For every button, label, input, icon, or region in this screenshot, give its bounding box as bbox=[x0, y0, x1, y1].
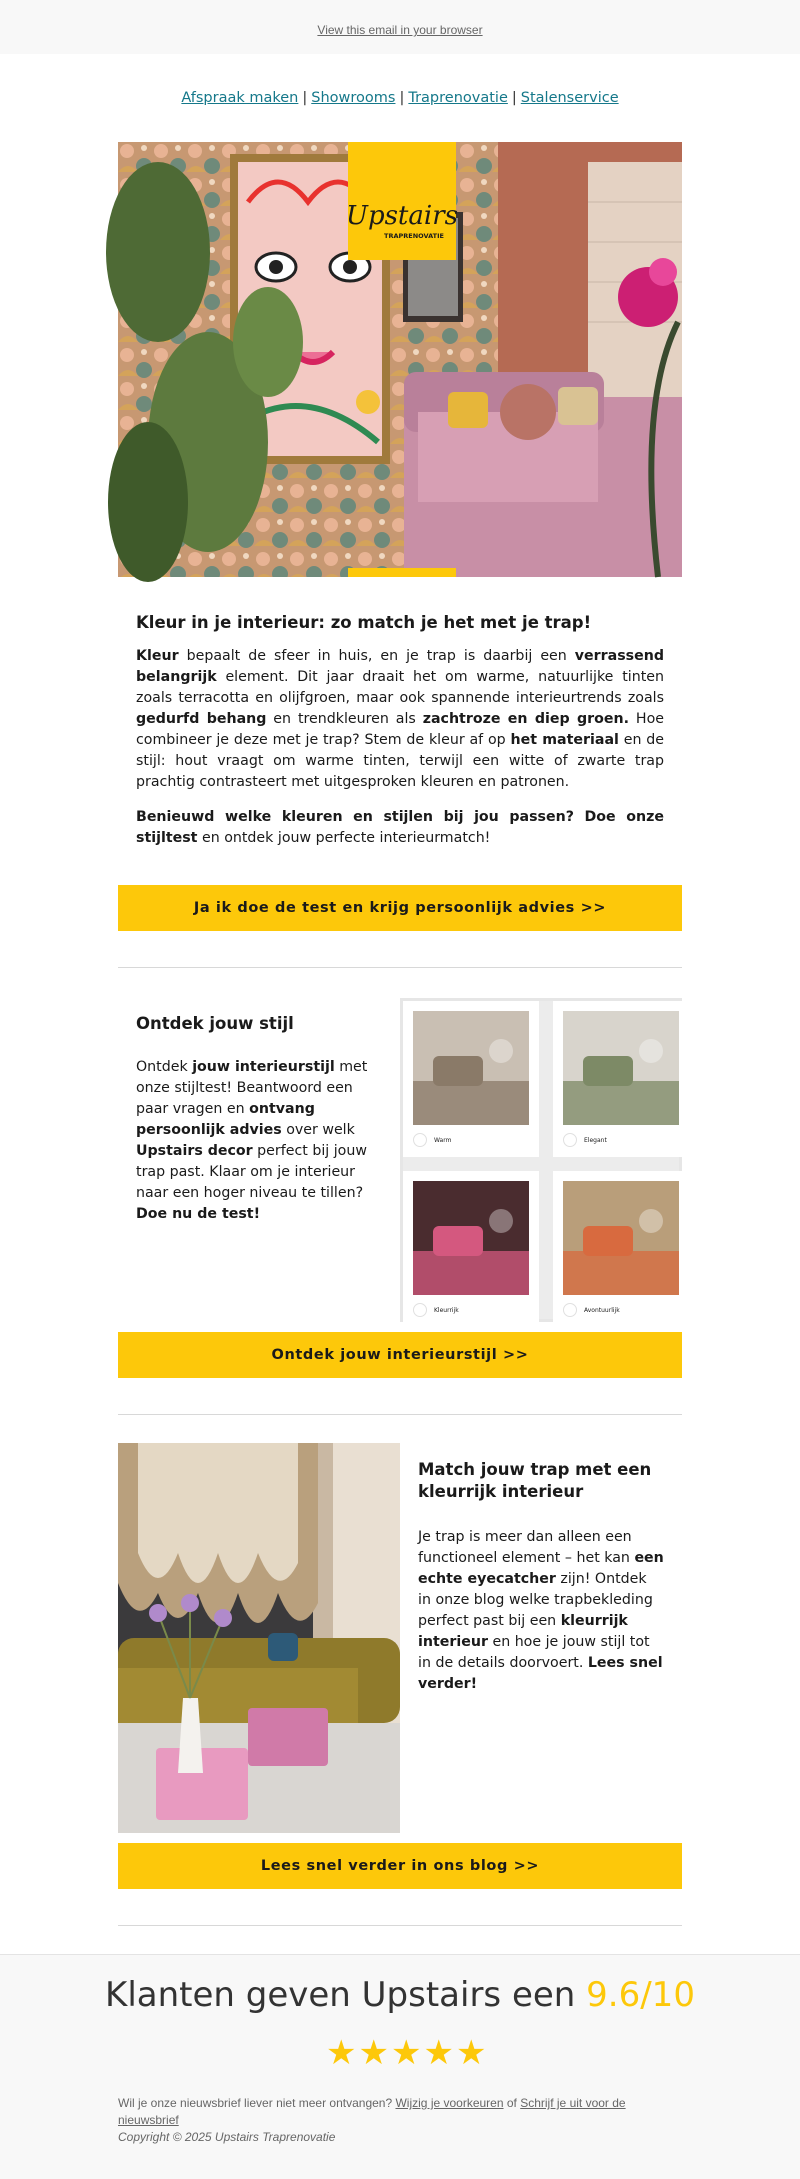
nav-link-afspraak[interactable]: Afspraak maken bbox=[181, 90, 299, 106]
nav-link-showrooms[interactable]: Showrooms bbox=[311, 90, 396, 106]
radio-icon[interactable] bbox=[413, 1133, 427, 1147]
half-star-icon: ★ bbox=[455, 2033, 489, 2073]
nav-separator: | bbox=[399, 90, 405, 106]
style-title: Ontdek jouw stijl bbox=[136, 1014, 294, 1033]
quiz-option-label: Avontuurlijk bbox=[584, 1306, 620, 1314]
main-nav bbox=[0, 90, 800, 106]
nav-link-traprenovatie[interactable]: Traprenovatie bbox=[408, 90, 508, 106]
view-in-browser-link[interactable]: View this email in your browser bbox=[317, 23, 483, 37]
quiz-option[interactable] bbox=[413, 1133, 529, 1147]
rating-stars bbox=[0, 2033, 800, 2073]
quiz-option-image bbox=[563, 1181, 679, 1295]
preferences-link[interactable]: Wijzig je voorkeuren bbox=[395, 2096, 504, 2110]
quiz-option-label: Kleurrijk bbox=[434, 1306, 459, 1314]
quiz-option[interactable] bbox=[563, 1303, 679, 1317]
blog-section bbox=[118, 1443, 682, 1833]
quiz-option-card[interactable] bbox=[403, 1001, 539, 1157]
quiz-option[interactable] bbox=[563, 1133, 679, 1147]
star-icon: ★ bbox=[326, 2033, 359, 2073]
hero-image[interactable] bbox=[118, 142, 682, 577]
discover-style-button[interactable]: Ontdek jouw interieurstijl >> bbox=[118, 1332, 682, 1378]
quiz-option-image bbox=[413, 1181, 529, 1295]
intro-paragraph-2: Benieuwd welke kleuren en stijlen bij jou passen? Doe onze stijltest en ontdek jouw perfecte interieurmatch! bbox=[136, 809, 664, 846]
top-bar bbox=[0, 0, 800, 54]
quiz-option-card[interactable] bbox=[403, 1171, 539, 1327]
blog-image[interactable] bbox=[118, 1443, 400, 1833]
nav-separator: | bbox=[511, 90, 517, 106]
logo-text: Upstairs bbox=[346, 201, 458, 231]
reviews-section bbox=[0, 1954, 800, 2179]
or-text: of bbox=[503, 2096, 521, 2110]
nav-link-stalenservice[interactable]: Stalenservice bbox=[520, 90, 619, 106]
quiz-option-label: Elegant bbox=[584, 1136, 607, 1144]
copyright: Copyright © 2025 Upstairs Traprenovatie bbox=[118, 2130, 336, 2144]
test-advice-button[interactable]: Ja ik doe de test en krijg persoonlijk advies >> bbox=[118, 885, 682, 931]
unsubscribe-link[interactable]: Schrijf je uit voor de nieuwsbrief bbox=[118, 2096, 626, 2127]
quiz-option-card[interactable] bbox=[553, 1171, 689, 1327]
radio-icon[interactable] bbox=[413, 1303, 427, 1317]
divider bbox=[118, 967, 682, 968]
reviews-heading: Klanten geven Upstairs een 9.6/10 bbox=[105, 1975, 695, 2015]
nav-separator: | bbox=[302, 90, 308, 106]
intro-section bbox=[118, 577, 682, 931]
star-icon: ★ bbox=[391, 2033, 424, 2073]
review-score: 9.6/10 bbox=[586, 1975, 695, 2015]
blog-illustration bbox=[118, 1443, 400, 1833]
star-icon: ★ bbox=[423, 2033, 456, 2073]
quiz-option-card[interactable] bbox=[553, 1001, 689, 1157]
intro-title: Kleur in je interieur: zo match je het met je trap! bbox=[136, 613, 592, 632]
star-icon: ★ bbox=[358, 2033, 391, 2073]
logo-sub: TRAPRENOVATIE bbox=[384, 232, 444, 240]
style-section bbox=[118, 998, 682, 1322]
blog-body: Je trap is meer dan alleen een functioneel element – het kan een echte eyecatcher zijn! Ontdek in onze blog welke trapbekleding perfect past bij een kleurrijk interieur en hoe je jouw stijl tot in de details doorvoert. Lees snel verder! bbox=[418, 1529, 664, 1692]
quiz-option-image bbox=[413, 1011, 529, 1125]
divider bbox=[118, 1925, 682, 1926]
quiz-option[interactable] bbox=[413, 1303, 529, 1317]
quiz-option-image bbox=[563, 1011, 679, 1125]
read-blog-button[interactable]: Lees snel verder in ons blog >> bbox=[118, 1843, 682, 1889]
style-quiz-preview[interactable] bbox=[400, 998, 682, 1322]
footer bbox=[118, 2095, 682, 2146]
radio-icon[interactable] bbox=[563, 1303, 577, 1317]
quiz-option-label: Warm bbox=[434, 1136, 452, 1144]
divider bbox=[118, 1414, 682, 1415]
intro-paragraph-1: Kleur bepaalt de sfeer in huis, en je trap is daarbij een verrassend belangrijk element. Dit jaar draait het om warme, natuurlijke tinten zoals terracotta en olijfgroen, maar ook spannende interieurtrends zoals gedurfd behang en trendkleuren als zachtroze en diep groen. Hoe combineer je deze met je trap? Stem de kleur af op het materiaal en de stijl: hout vraagt om warme tinten, terwijl een witte of zwarte trap prachtig contrasteert met uitgesproken kleuren en patronen. bbox=[136, 648, 664, 790]
hero-illustration bbox=[118, 142, 682, 577]
radio-icon[interactable] bbox=[563, 1133, 577, 1147]
unsubscribe-text: Wil je onze nieuwsbrief liever niet meer ontvangen? bbox=[118, 2096, 396, 2110]
blog-title: Match jouw trap met een kleurrijk interieur bbox=[418, 1460, 652, 1501]
style-body: Ontdek jouw interieurstijl met onze stijltest! Beantwoord een paar vragen en ontvang persoonlijk advies over welk Upstairs decor perfect bij jouw trap past. Klaar om je interieur naar een hoger niveau te tillen? Doe nu de test! bbox=[136, 1059, 368, 1222]
